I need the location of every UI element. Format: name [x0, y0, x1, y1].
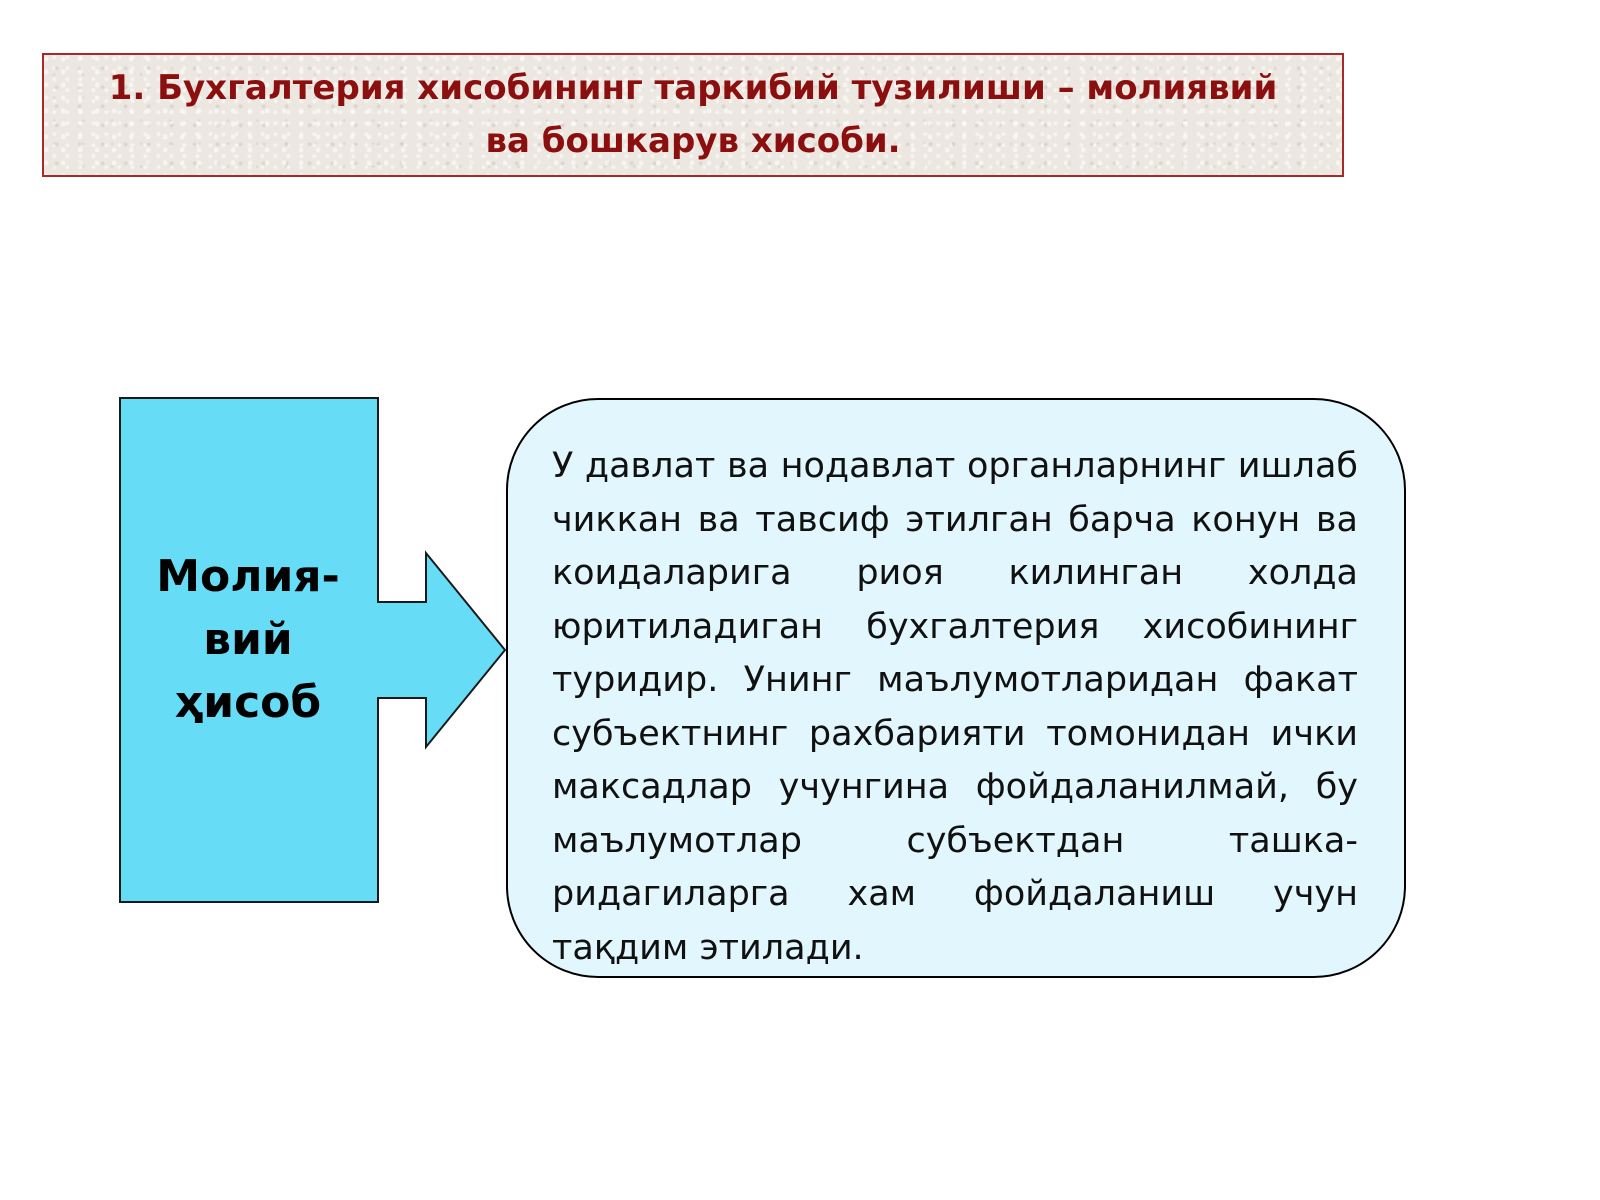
definition-text: У давлат ва нодавлат органларнинг ишлаб чиккан ва тавсиф этилган барча конун ва коидаларига риоя килинган холда юритиладиган бухгалтерия хисобининг туридир. Унинг маълумотларидан факат субъектнинг рахбарияти томонидан ички максадлар учунгина фойдаланилмай, бу маълумотлар субъектдан ташка-ридагиларга хам фойдаланиш учун тақдим этилади.: [552, 446, 1358, 968]
left-label-line-1: Молия-: [156, 551, 340, 602]
left-label-line-3: ҳисоб: [174, 677, 322, 728]
definition-box: [506, 398, 1406, 978]
left-label-line-2: вий: [203, 614, 293, 665]
slide-title: 1. Бухгалтерия хисобининг таркибий тузилиши – молиявий ва бошкарув хисоби.: [108, 68, 1278, 161]
left-block-label: [120, 545, 376, 734]
